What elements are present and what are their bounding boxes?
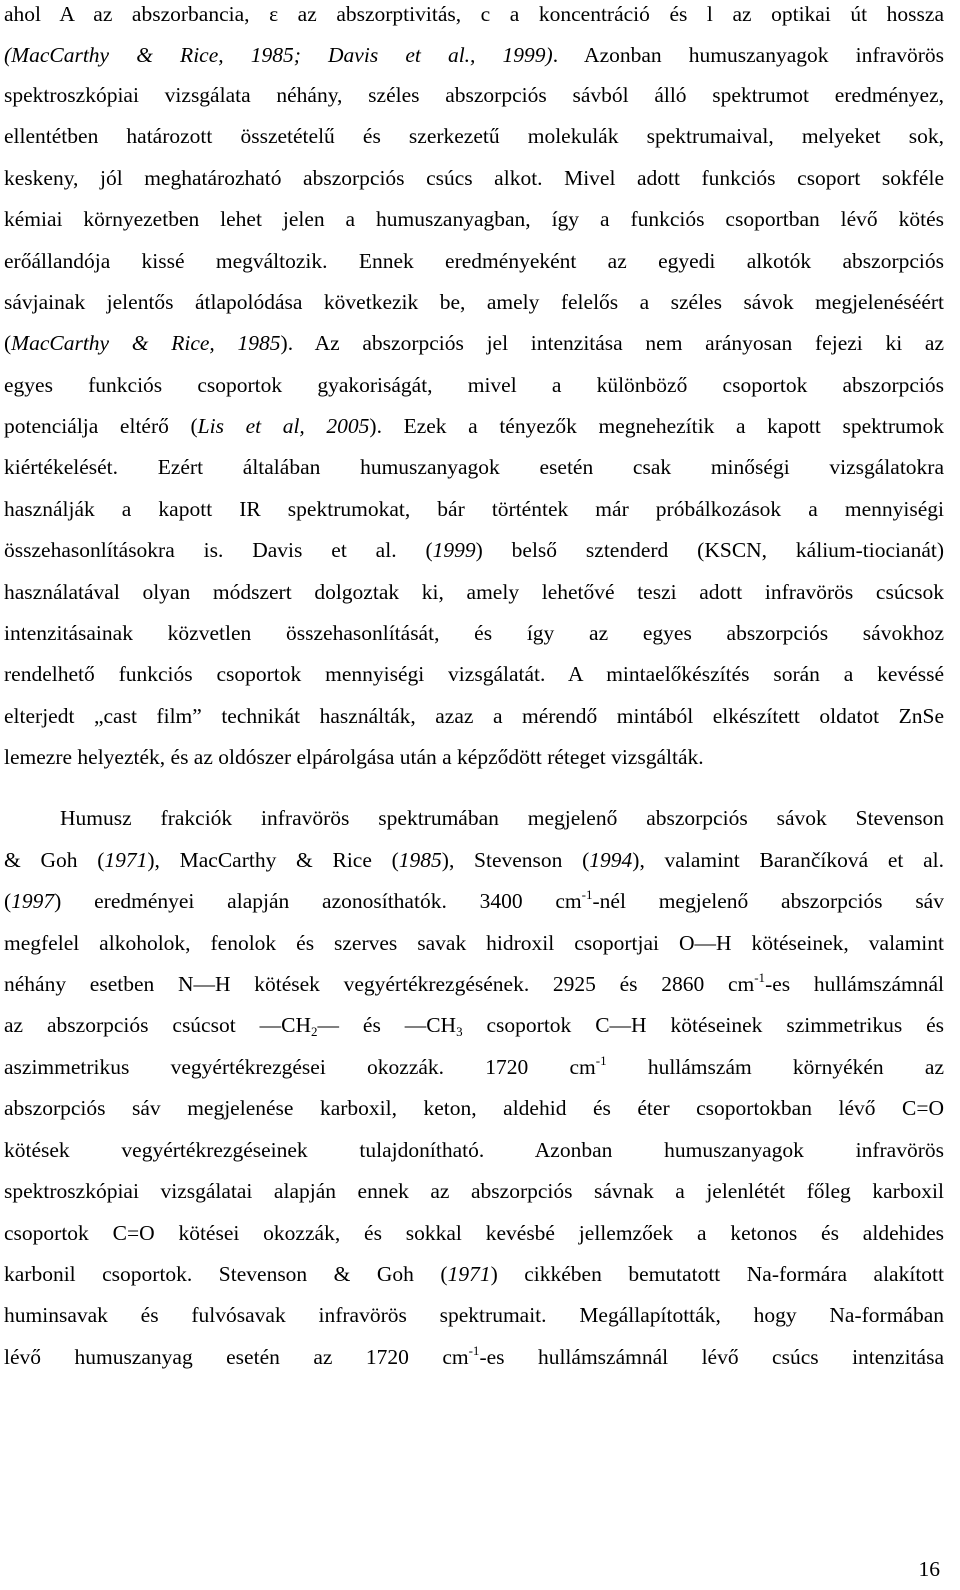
text-segment: & Goh ( (4, 848, 105, 872)
text-line (4, 1300, 944, 1330)
text-line (4, 659, 944, 689)
text-segment: ), valamint Barančíková et al. (632, 848, 944, 872)
text-line (4, 411, 944, 441)
text-segment: -es hullámszámnál lévő csúcs intenzitása (479, 1345, 944, 1369)
citation-text: 1985 (398, 848, 442, 872)
text-segment: . Azonban humuszanyagok infravörös (552, 43, 944, 67)
text-segment: elterjedt „cast film” technikát használták, azaz a mérendő mintából elkészített oldatot ZnSe (4, 704, 944, 728)
text-line (4, 1259, 944, 1289)
text-line (4, 1176, 944, 1206)
text-segment: karbonil csoportok. Stevenson & Goh ( (4, 1262, 448, 1286)
text-line (4, 1135, 944, 1165)
citation-text: 1971 (447, 1262, 491, 1286)
text-line (4, 845, 944, 875)
superscript: -1 (581, 887, 593, 902)
text-segment: erőállandója kissé megváltozik. Ennek eredményeként az egyedi alkotók abszorpciós (4, 249, 944, 273)
text-segment: ellentétben határozott összetételű és szerkezetű molekulák spektrumaival, melyeket sok, (4, 124, 944, 148)
text-segment: ) cikkében bemutatott Na-formára alakított (490, 1262, 944, 1286)
text-line (4, 204, 944, 234)
text-segment: keskeny, jól meghatározható abszorpciós csúcs alkot. Mivel adott funkciós csoport sokféle (4, 166, 944, 190)
text-segment: egyes funkciós csoportok gyakoriságát, mivel a különböző csoportok abszorpciós (4, 373, 944, 397)
page-number: 16 (918, 1557, 940, 1581)
citation-text: MacCarthy & Rice, 1985 (11, 331, 281, 355)
text-segment: ahol A az abszorbancia, ε az abszorptivitás, c a koncentráció és l az optikai út hossza (4, 2, 944, 26)
text-line (4, 886, 944, 916)
text-line (4, 494, 944, 524)
text-segment: kötések vegyértékrezgéseinek tulajdonítható. Azonban humuszanyagok infravörös (4, 1138, 944, 1162)
citation-text: Lis et al, 2005 (197, 414, 370, 438)
text-segment: Humusz frakciók infravörös spektrumában megjelenő abszorpciós sávok Stevenson (60, 806, 944, 830)
text-segment: csoportok C—H kötéseinek szimmetrikus és (462, 1013, 945, 1037)
text-segment: -nél megjelenő abszorpciós sáv (592, 889, 944, 913)
text-segment: az abszorpciós csúcsot —CH (4, 1013, 311, 1037)
text-segment: spektroszkópiai vizsgálatai alapján ennek az abszorpciós sávnak a jelenlétét főleg karboxil (4, 1179, 944, 1203)
text-segment: — és —CH (317, 1013, 457, 1037)
text-segment: összehasonlításokra is. Davis et al. ( (4, 538, 433, 562)
text-line (4, 618, 944, 648)
text-line (4, 969, 944, 999)
text-line (4, 742, 944, 772)
text-segment: ( (4, 889, 12, 913)
text-line (4, 1093, 944, 1123)
text-line (4, 1342, 944, 1372)
text-line (4, 246, 944, 276)
citation-text: (MacCarthy & Rice, 1985; Davis et al., 1999) (4, 43, 553, 67)
citation-text: 1971 (104, 848, 148, 872)
subscript: 3 (456, 1024, 463, 1039)
text-line (4, 121, 944, 151)
text-line (4, 1218, 944, 1248)
text-segment: megfelel alkoholok, fenolok és szerves savak hidroxil csoportjai O—H kötéseinek, valamint (4, 931, 944, 955)
citation-text: 1999 (432, 538, 476, 562)
text-segment: potenciálja eltérő ( (4, 414, 198, 438)
text-segment: ). Ezek a tényezők megnehezítik a kapott spektrumok (369, 414, 944, 438)
text-segment: lemezre helyezték, és az oldószer elpárolgása után a képződött réteget vizsgálták. (4, 745, 704, 769)
text-segment: kiértékelését. Ezért általában humuszanyagok esetén csak minőségi vizsgálatokra (4, 455, 944, 479)
text-segment: néhány esetben N—H kötések vegyértékrezgésének. 2925 és 2860 cm (4, 972, 755, 996)
text-line (4, 40, 944, 70)
text-segment: -es hullámszámnál (765, 972, 944, 996)
text-line (4, 0, 944, 29)
text-line (4, 1052, 944, 1082)
text-segment: ). Az abszorpciós jel intenzitása nem arányosan fejezi ki az (280, 331, 944, 355)
text-segment: intenzitásainak közvetlen összehasonlítását, és így az egyes abszorpciós sávokhoz (4, 621, 944, 645)
subscript: 2 (310, 1024, 318, 1039)
text-segment: lévő humuszanyag esetén az 1720 cm (4, 1345, 469, 1369)
text-segment: ) belső sztenderd (KSCN, kálium-tiocianát) (475, 538, 944, 562)
text-segment: használatával olyan módszert dolgoztak ki, amely lehetővé teszi adott infravörös csúcsok (4, 580, 944, 604)
text-segment: abszorpciós sáv megjelenése karboxil, keton, aldehid és éter csoportokban lévő C=O (4, 1096, 944, 1120)
text-line (4, 80, 944, 110)
citation-text: 1994 (589, 848, 633, 872)
text-line (4, 452, 944, 482)
text-segment: kémiai környezetben lehet jelen a humuszanyagban, így a funkciós csoportban lévő kötés (4, 207, 944, 231)
text-line (4, 287, 944, 317)
text-line (4, 577, 944, 607)
superscript: -1 (754, 970, 766, 985)
text-line (4, 163, 944, 193)
text-segment: ) eredményei alapján azonosíthatók. 3400 cm (54, 889, 582, 913)
text-segment: aszimmetrikus vegyértékrezgései okozzák. 1720 cm (4, 1055, 596, 1079)
text-segment: rendelhető funkciós csoportok mennyiségi vizsgálatát. A mintaelőkészítés során a kevéssé (4, 662, 944, 686)
text-segment: hullámszám környékén az (606, 1055, 944, 1079)
text-line (4, 328, 944, 358)
text-segment: használják a kapott IR spektrumokat, bár történtek már próbálkozások a mennyiségi (4, 497, 944, 521)
text-line (4, 928, 944, 958)
text-line (4, 701, 944, 731)
text-segment: huminsavak és fulvósavak infravörös spektrumait. Megállapították, hogy Na-formában (4, 1303, 944, 1327)
superscript: -1 (595, 1053, 607, 1068)
superscript: -1 (468, 1343, 480, 1358)
text-segment: spektroszkópiai vizsgálata néhány, széles abszorpciós sávból álló spektrumot eredményez, (4, 83, 944, 107)
text-segment: sávjainak jelentős átlapolódása következik be, amely felelős a széles sávok megjelenéséért (4, 290, 944, 314)
text-line (4, 535, 944, 565)
text-segment: ( (4, 331, 12, 355)
text-segment: csoportok C=O kötései okozzák, és sokkal kevésbé jellemzőek a ketonos és aldehides (4, 1221, 944, 1245)
text-line (60, 803, 944, 833)
text-segment: ), MacCarthy & Rice ( (147, 848, 399, 872)
citation-text: 1997 (11, 889, 55, 913)
text-line (4, 370, 944, 400)
text-line (4, 1010, 944, 1040)
text-segment: ), Stevenson ( (441, 848, 590, 872)
